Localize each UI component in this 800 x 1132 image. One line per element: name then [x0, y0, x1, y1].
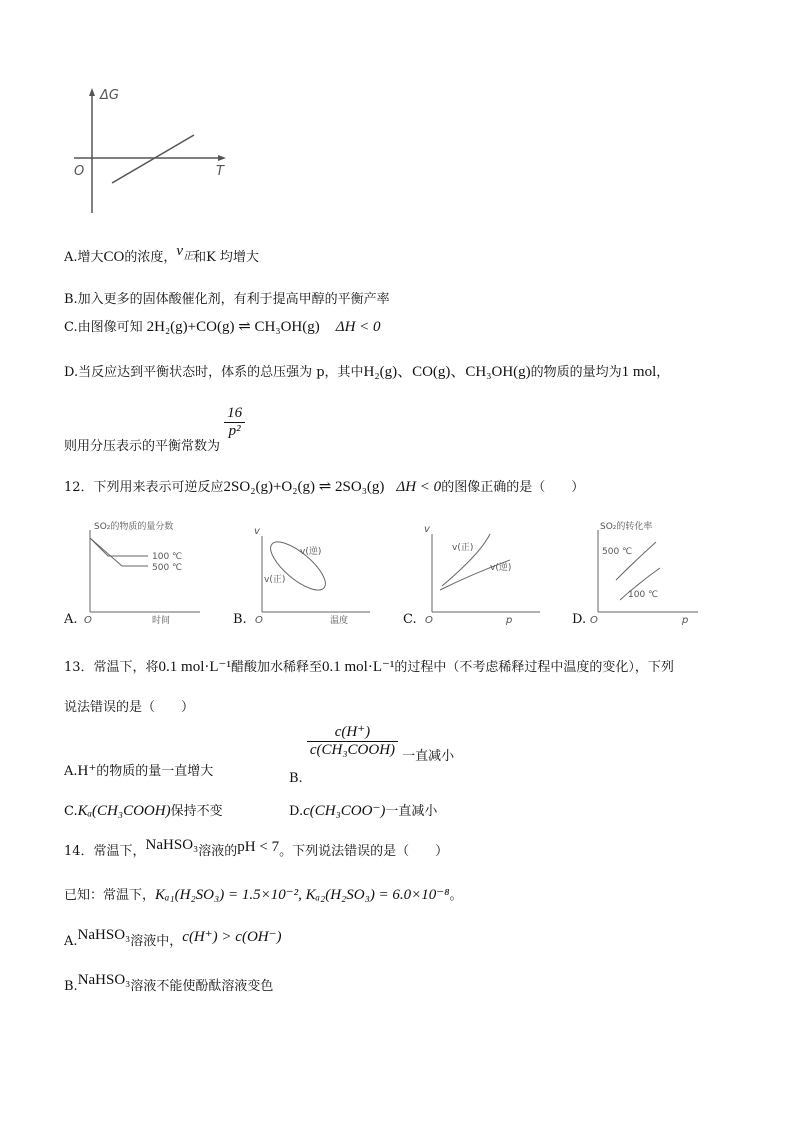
y-axis-label: v — [424, 524, 430, 535]
label-500c: 500 ℃ — [602, 547, 633, 557]
q12-graph-d — [588, 520, 718, 625]
x-axis-arrow — [218, 155, 226, 161]
curve-100c — [90, 538, 148, 556]
q13-option-d: D.c(CH₃COO⁻)一直减小 — [289, 803, 438, 819]
q14-known: 已知：常温下，Kₐ₁(H₂SO₃) = 1.5×10⁻², Kₐ₂(H₂SO₃) = 6.0×10⁻⁸。 — [64, 887, 463, 903]
q12-graph-b — [250, 520, 380, 625]
q13-option-a: A.H⁺的物质的量一直增大 — [64, 763, 214, 779]
q12-letter-a: A. — [64, 612, 78, 627]
y-axis-label: v — [254, 526, 260, 537]
y-axis-arrow — [89, 88, 95, 96]
ellipse-curve — [264, 534, 333, 598]
h-over-acetic-fraction: $\frac{c(H^+)}{\text{c(CH₃COOH)}}$ — [307, 722, 398, 759]
q14-option-b: B.NaHSO₃溶液不能使酚酞溶液变色 — [64, 972, 274, 994]
x-axis-label: 温度 — [330, 616, 349, 625]
label-v-reverse: v(逆) — [300, 547, 322, 557]
q11-option-c: C.由图像可知 2H₂(g)+CO(g) ⇌ CH₃OH(g) ΔH < 0 — [64, 319, 381, 335]
label-v-reverse: v(逆) — [490, 563, 512, 573]
q11-option-d: D.当反应达到平衡状态时，体系的总压强为 p，其中H₂(g)、CO(g)、CH₃OH(g)的物质的量均为1 mol， — [64, 364, 670, 380]
q13-stem: 13．常温下，将0.1 mol·L⁻¹醋酸加水稀释至0.1 mol·L⁻¹的过程中（不考虑稀释过程中温度的变化），下列 — [64, 659, 674, 675]
origin-label: O — [74, 164, 85, 179]
label-v-forward: v(正) — [452, 543, 474, 553]
origin-label: O — [255, 615, 263, 625]
label-100c: 100 ℃ — [628, 590, 659, 600]
q14-option-a: A.NaHSO₃溶液中，c(H⁺) > c(OH⁻) — [64, 927, 282, 949]
q13-option-b: B. $\frac{c(H^+)}{\text{c(CH₃COOH)}}$ 一直减小 — [289, 724, 455, 786]
label-v-forward: v(正) — [264, 575, 286, 585]
x-axis-label: T — [216, 164, 224, 179]
y-axis-label: SO₂的物质的量分数 — [94, 522, 174, 532]
q11-option-d-line2: 则用分压表示的平衡常数为 $\frac{16}{\text{p²}}$ — [64, 405, 245, 440]
origin-label: O — [590, 615, 598, 625]
q11-option-b: B.加入更多的固体酸催化剂，有利于提高甲醇的平衡产率 — [64, 292, 390, 307]
kp-fraction: $\frac{16}{\text{p²}}$ — [224, 405, 245, 440]
q12-letter-b: B. — [233, 612, 247, 627]
label-100c: 100 ℃ — [152, 552, 183, 562]
x-axis-label: 时间 — [152, 616, 171, 625]
x-axis-label: p — [682, 615, 689, 625]
y-axis-label: SO₂的转化率 — [600, 522, 653, 532]
origin-label: O — [425, 615, 433, 625]
q14-stem: 14．常温下，NaHSO₃溶液的pH < 7。下列说法错误的是（ ） — [64, 837, 449, 859]
q12-graph-a — [80, 520, 220, 625]
q11-option-a: A.增大CO的浓度，$v_正$和K 均增大 — [64, 243, 259, 265]
delta-g-line — [112, 135, 194, 183]
q13-stem-line2: 说法错误的是（ ） — [64, 700, 195, 715]
q12-letter-d: D. — [572, 612, 587, 627]
curve-500c — [90, 538, 148, 566]
q12-letter-c: C. — [403, 612, 417, 627]
x-axis-label: p — [506, 615, 513, 625]
q12-stem: 12．下列用来表示可逆反应2SO₂(g)+O₂(g) ⇌ 2SO₃(g) ΔH < 0的图像正确的是（ ） — [64, 479, 585, 495]
y-axis-label: ΔG — [100, 88, 119, 103]
q13-option-c: C.Kₐ(CH₃COOH)保持不变 — [64, 803, 223, 819]
delta-g-graph — [70, 85, 240, 220]
q12-graph-c — [420, 520, 550, 625]
label-500c: 500 ℃ — [152, 563, 183, 573]
origin-label: O — [84, 615, 92, 625]
